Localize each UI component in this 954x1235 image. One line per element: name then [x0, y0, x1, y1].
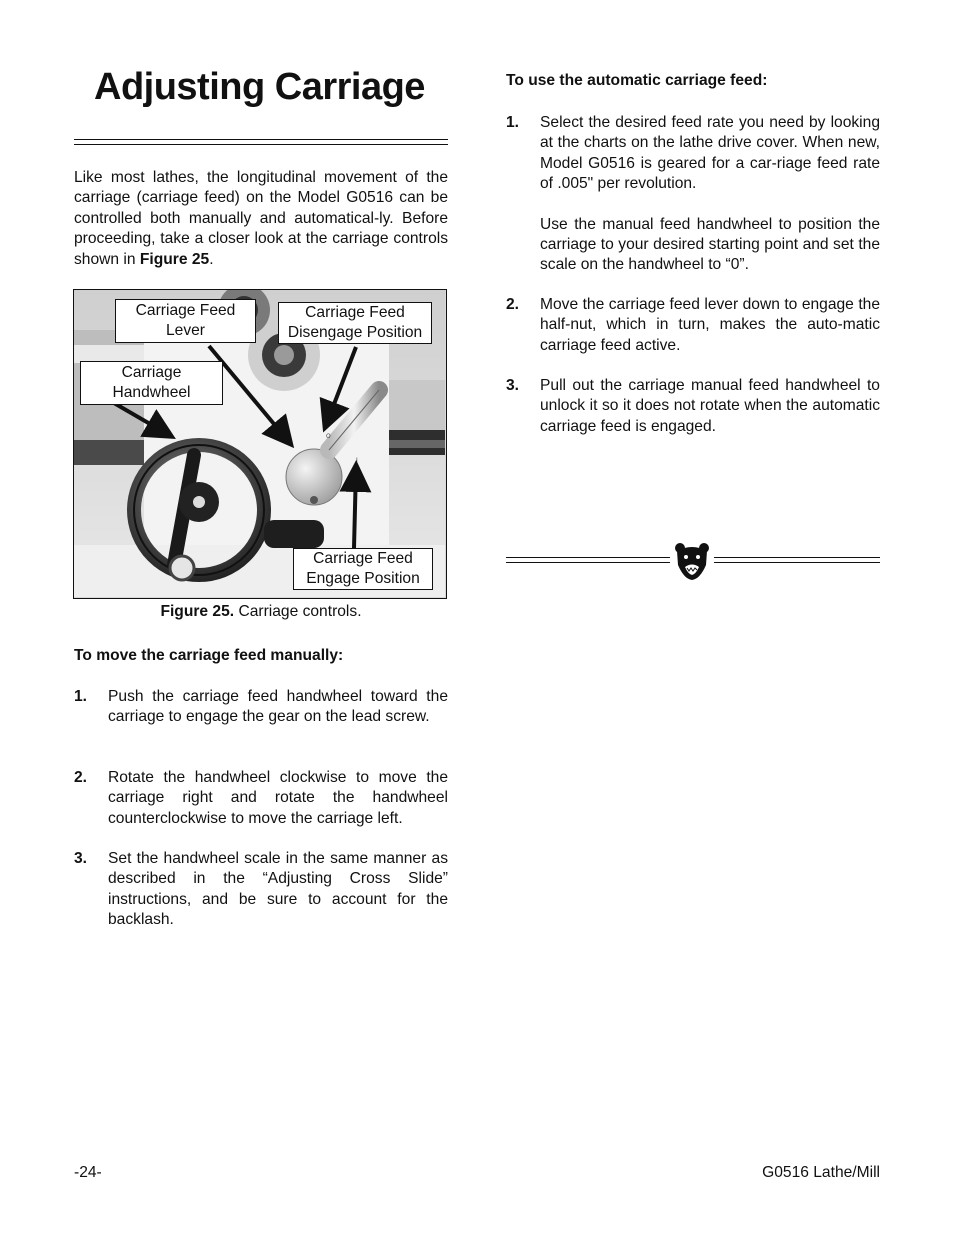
section-divider-right	[714, 557, 880, 563]
manual-feed-heading: To move the carriage feed manually:	[74, 647, 344, 664]
automatic-step-3: 3. Pull out the carriage manual feed handwheel to unlock it so it does not rotate when the automatic carriage feed is engaged.	[506, 377, 880, 435]
automatic-step-1: 1. Select the desired feed rate you need by looking at the charts on the lathe drive cover. When new, Model G0516 is geared for a car-riage feed rate of .005" per revolution. Use the manual feed handwheel to position the carriage to your desired starting point and set the scale on the handwheel to “0”.	[506, 114, 880, 274]
manual-step-1: 1. Push the carriage feed handwheel toward the carriage to engage the gear on the lead screw.	[74, 688, 448, 726]
callout-carriage-feed-lever: Carriage Feed Lever	[115, 299, 256, 343]
intro-paragraph: Like most lathes, the longitudinal movement of the carriage (carriage feed) on the Model G0516 can be controlled both manually and automatical-ly. Before proceeding, take a closer look at the carriage controls shown in Figure 25.	[74, 169, 448, 268]
automatic-feed-heading: To use the automatic carriage feed:	[506, 72, 768, 89]
bear-logo-icon	[672, 541, 712, 581]
callout-carriage-feed-disengage: Carriage Feed Disengage Position	[278, 302, 432, 344]
figure-25-photo	[73, 289, 447, 599]
section-divider-left	[506, 557, 670, 563]
svg-text:O: O	[326, 433, 331, 440]
svg-text:I: I	[356, 457, 358, 464]
callout-carriage-handwheel: Carriage Handwheel	[80, 361, 223, 405]
title-rule	[74, 139, 448, 145]
figure-caption: Figure 25. Carriage controls.	[160, 603, 362, 620]
arrow-icon	[354, 468, 356, 548]
page-number: -24-	[74, 1164, 102, 1181]
callout-carriage-feed-engage: Carriage Feed Engage Position	[293, 548, 433, 590]
manual-step-2: 2. Rotate the handwheel clockwise to move the carriage right and rotate the handwheel counterclockwise to move the carriage left.	[74, 769, 448, 827]
manual-step-3: 3. Set the handwheel scale in the same manner as described in the “Adjusting Cross Slide” instructions, and be sure to account for the backlash.	[74, 850, 448, 929]
figure-reference: Figure 25	[139, 250, 210, 268]
page-title: Adjusting Carriage	[94, 66, 425, 108]
automatic-step-2: 2. Move the carriage feed lever down to engage the half-nut, which in turn, makes the auto-matic carriage feed active.	[506, 296, 880, 354]
footer-model-name: G0516 Lathe/Mill	[762, 1164, 880, 1181]
